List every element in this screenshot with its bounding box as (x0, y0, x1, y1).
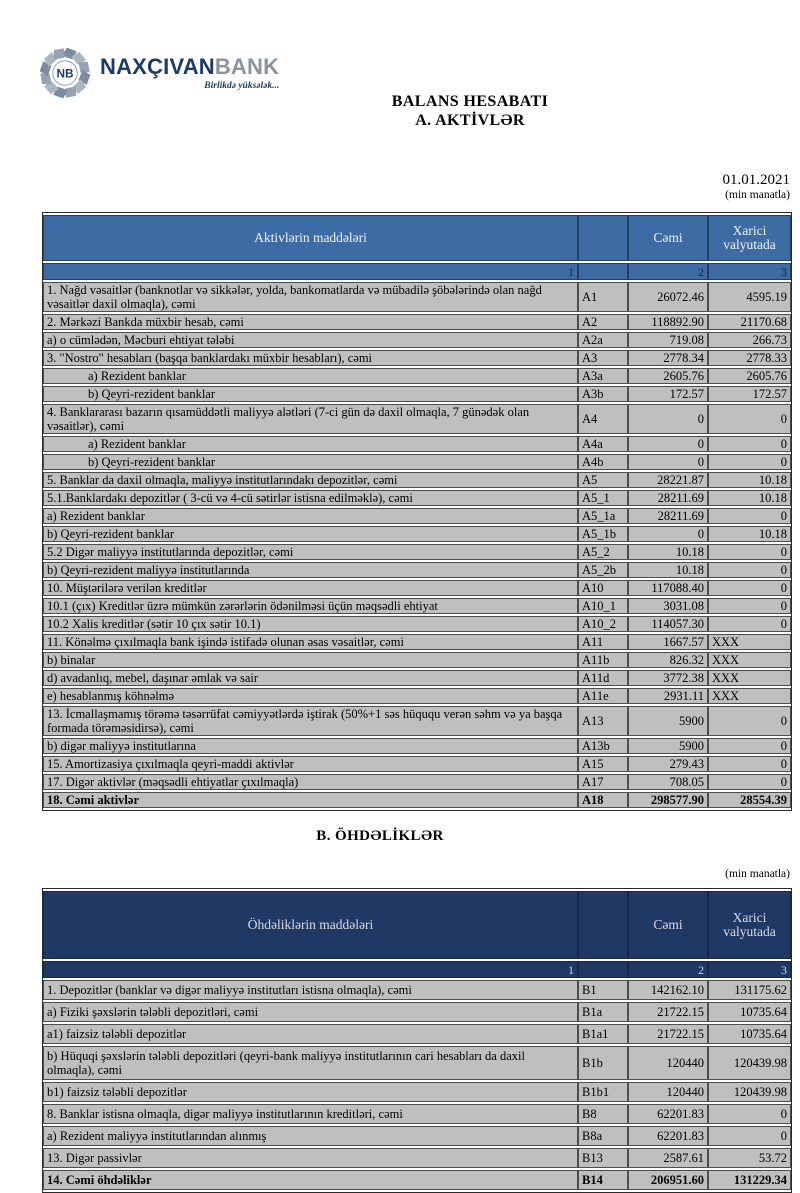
row-code: A5_1 (578, 490, 628, 506)
row-code: B1b (578, 1046, 628, 1080)
row-foreign: 21170.68 (708, 314, 791, 330)
table-row (43, 282, 791, 312)
row-label: 17. Digər aktivlər (məqsədli ehtiyatlar çıxılmaqla) (43, 774, 578, 790)
row-label: 18. Cəmi aktivlər (43, 792, 578, 808)
row-total: 118892.90 (628, 314, 708, 330)
row-total: 708.05 (628, 774, 708, 790)
row-code: A13 (578, 706, 628, 736)
row-foreign: 0 (708, 436, 791, 452)
table-row (43, 454, 791, 470)
table-row (43, 1126, 791, 1146)
row-foreign: 0 (708, 756, 791, 772)
unit-note-b: (min manatla) (725, 868, 790, 880)
row-label: a) o cümlədən, Məcburi ehtiyat tələbi (43, 332, 578, 348)
row-label: 13. Digər passivlər (43, 1148, 578, 1168)
table-row (43, 706, 791, 736)
row-foreign: 53.72 (708, 1148, 791, 1168)
row-total: 279.43 (628, 756, 708, 772)
row-foreign: 0 (708, 404, 791, 434)
row-foreign: 10735.64 (708, 1024, 791, 1044)
row-code: B1a (578, 1002, 628, 1022)
row-foreign: XXX (708, 688, 791, 704)
liabilities-code-header (578, 891, 628, 959)
row-code: B1a1 (578, 1024, 628, 1044)
document-title-block (140, 92, 800, 130)
table-row (43, 598, 791, 614)
row-label: a) Rezident banklar (43, 368, 578, 384)
table-row (43, 1104, 791, 1124)
table-row (43, 314, 791, 330)
row-code: A10_1 (578, 598, 628, 614)
logo-name-primary: NAXÇIVAN (100, 53, 215, 79)
row-total: 3031.08 (628, 598, 708, 614)
table-row (43, 1002, 791, 1022)
row-total: 28221.87 (628, 472, 708, 488)
row-label: 15. Amortizasiya çıxılmaqla qeyri-maddi aktivlər (43, 756, 578, 772)
row-total: 120440 (628, 1082, 708, 1102)
row-label: b) Qeyri-rezident banklar (43, 526, 578, 542)
row-foreign: 0 (708, 1126, 791, 1146)
row-code: A10_2 (578, 616, 628, 632)
row-label: b) Hüquqi şəxslərin tələbli depozitləri (qeyri-bank maliyyə institutlarının cari hesabları da daxil olmaqla), cəmi (43, 1046, 578, 1080)
table-row (43, 738, 791, 754)
row-code: A3a (578, 368, 628, 384)
row-total: 0 (628, 436, 708, 452)
row-foreign: 0 (708, 562, 791, 578)
row-total: 120440 (628, 1046, 708, 1080)
row-total: 298577.90 (628, 792, 708, 808)
table-row (43, 368, 791, 384)
table-row (43, 756, 791, 772)
row-label: 10. Müştərilərə verilən kreditlər (43, 580, 578, 596)
table-row (43, 1170, 791, 1190)
liabilities-items-header: Öhdəliklərin maddələri (43, 891, 578, 959)
assets-foreign-header: Xarici valyutada (708, 215, 791, 261)
row-code: A5_2b (578, 562, 628, 578)
assets-total-header: Cəmi (628, 215, 708, 261)
liabilities-foreign-header: Xarici valyutada (708, 891, 791, 959)
row-total: 26072.46 (628, 282, 708, 312)
table-row (43, 580, 791, 596)
row-label: 4. Banklararası bazarın qısamüddətli maliyyə alətləri (7-ci gün də daxil olmaqla, 7 günədək olan vəsaitlər), cəmi (43, 404, 578, 434)
row-code: A11e (578, 688, 628, 704)
row-foreign: 120439.98 (708, 1046, 791, 1080)
assets-table (42, 212, 792, 811)
row-total: 826.32 (628, 652, 708, 668)
row-total: 0 (628, 454, 708, 470)
row-label: a1) faizsiz tələbli depozitlər (43, 1024, 578, 1044)
row-label: 5. Banklar da daxil olmaqla, maliyyə institutlarındakı depozitlər, cəmi (43, 472, 578, 488)
table-row (43, 332, 791, 348)
row-code: A4a (578, 436, 628, 452)
row-code: A3b (578, 386, 628, 402)
row-label: 1. Nağd vəsaitlər (banknotlar və sikkələr, yolda, bankomatlarda və mübadilə şöbələrində olan nağd vəsaitlər daxil olmaqla), cəmi (43, 282, 578, 312)
row-total: 114057.30 (628, 616, 708, 632)
row-label: 14. Cəmi öhdəliklər (43, 1170, 578, 1190)
row-total: 28211.69 (628, 490, 708, 506)
row-label: d) avadanlıq, mebel, daşınar əmlak və sair (43, 670, 578, 686)
column-number (578, 263, 628, 280)
row-foreign: 10735.64 (708, 1002, 791, 1022)
section-b-title: B. ÖHDƏLİKLƏR (316, 828, 444, 844)
liabilities-total-header: Cəmi (628, 891, 708, 959)
liabilities-header-row (43, 891, 791, 959)
row-foreign: 131229.34 (708, 1170, 791, 1190)
row-foreign: 172.57 (708, 386, 791, 402)
row-code: A18 (578, 792, 628, 808)
table-row (43, 472, 791, 488)
row-foreign: 10.18 (708, 526, 791, 542)
table-row (43, 652, 791, 668)
table-row (43, 980, 791, 1000)
row-code: A11b (578, 652, 628, 668)
assets-header-row (43, 215, 791, 261)
table-row (43, 616, 791, 632)
row-label: a) Rezident banklar (43, 436, 578, 452)
row-total: 117088.40 (628, 580, 708, 596)
row-label: a) Rezident maliyyə institutlarından alınmış (43, 1126, 578, 1146)
row-label: 5.2 Digər maliyyə institutlarında depozitlər, cəmi (43, 544, 578, 560)
column-number: 1 (43, 263, 578, 280)
row-total: 142162.10 (628, 980, 708, 1000)
liabilities-table (42, 888, 792, 1193)
row-code: A10 (578, 580, 628, 596)
table-row (43, 774, 791, 790)
row-total: 62201.83 (628, 1126, 708, 1146)
row-label: b1) faizsiz tələbli depozitlər (43, 1082, 578, 1102)
row-total: 21722.15 (628, 1002, 708, 1022)
row-foreign: 0 (708, 1104, 791, 1124)
logo-name-secondary: BANK (214, 53, 280, 79)
column-number: 1 (43, 961, 578, 978)
row-code: A2a (578, 332, 628, 348)
row-code: A5_1a (578, 508, 628, 524)
row-code: A15 (578, 756, 628, 772)
row-code: A11d (578, 670, 628, 686)
logo-wordmark (100, 53, 280, 79)
row-foreign: 10.18 (708, 472, 791, 488)
row-code: A4b (578, 454, 628, 470)
row-foreign: XXX (708, 634, 791, 650)
row-label: b) Qeyri-rezident maliyyə institutlarında (43, 562, 578, 578)
row-label: 2. Mərkəzi Bankda müxbir hesab, cəmi (43, 314, 578, 330)
row-code: B1 (578, 980, 628, 1000)
row-code: A5 (578, 472, 628, 488)
row-foreign: 0 (708, 706, 791, 736)
row-label: b) digər maliyyə institutlarına (43, 738, 578, 754)
liabilities-column-number-row (43, 961, 791, 978)
table-row (43, 526, 791, 542)
row-foreign: 120439.98 (708, 1082, 791, 1102)
row-foreign: 0 (708, 774, 791, 790)
table-row (43, 350, 791, 366)
row-label: b) binalar (43, 652, 578, 668)
row-total: 206951.60 (628, 1170, 708, 1190)
section-a-title: A. AKTİVLƏR (415, 112, 525, 129)
row-code: A13b (578, 738, 628, 754)
row-label: b) Qeyri-rezident banklar (43, 454, 578, 470)
table-row (43, 1046, 791, 1080)
row-foreign: 2605.76 (708, 368, 791, 384)
row-foreign: 10.18 (708, 490, 791, 506)
row-label: 10.1 (çıx) Kreditlər üzrə mümkün zərərlərin ödənilməsi üçün məqsədli ehtiyat (43, 598, 578, 614)
report-date: 01.01.2021 (722, 172, 790, 188)
row-foreign: 0 (708, 454, 791, 470)
row-code: A4 (578, 404, 628, 434)
row-foreign: 0 (708, 580, 791, 596)
row-label: a) Fiziki şəxslərin tələbli depozitləri, cəmi (43, 1002, 578, 1022)
row-total: 719.08 (628, 332, 708, 348)
row-code: A3 (578, 350, 628, 366)
row-total: 5900 (628, 738, 708, 754)
document-title: BALANS HESABATI (391, 93, 549, 110)
assets-items-header: Aktivlərin maddələri (43, 215, 578, 261)
row-total: 172.57 (628, 386, 708, 402)
row-code: B1b1 (578, 1082, 628, 1102)
row-foreign: 0 (708, 738, 791, 754)
table-row (43, 490, 791, 506)
row-total: 28211.69 (628, 508, 708, 524)
row-total: 0 (628, 404, 708, 434)
table-row (43, 688, 791, 704)
row-label: 10.2 Xalis kreditlər (sətir 10 çıx sətir 10.1) (43, 616, 578, 632)
table-row (43, 670, 791, 686)
row-label: 13. İcmallaşmamış törəmə təsərrüfat cəmiyyətlərdə iştirak (50%+1 səs hüququ verən səhm və ya başqa formada törəməsidirsə), cəmi (43, 706, 578, 736)
row-label: b) Qeyri-rezident banklar (43, 386, 578, 402)
row-code: A2 (578, 314, 628, 330)
row-code: A5_2 (578, 544, 628, 560)
row-label: 5.1.Banklardakı depozitlər ( 3-cü və 4-cü sətirlər istisna edilməklə), cəmi (43, 490, 578, 506)
table-row (43, 562, 791, 578)
row-code: A1 (578, 282, 628, 312)
table-row (43, 404, 791, 434)
row-foreign: 0 (708, 508, 791, 524)
row-label: 8. Banklar istisna olmaqla, digər maliyyə institutlarının kreditləri, cəmi (43, 1104, 578, 1124)
row-total: 1667.57 (628, 634, 708, 650)
row-total: 5900 (628, 706, 708, 736)
assets-column-number-row (43, 263, 791, 280)
row-foreign: 2778.33 (708, 350, 791, 366)
column-number: 2 (628, 263, 708, 280)
row-total: 10.18 (628, 544, 708, 560)
row-total: 2605.76 (628, 368, 708, 384)
column-number: 3 (708, 961, 791, 978)
liabilities-table-container (42, 888, 792, 1193)
row-code: B14 (578, 1170, 628, 1190)
table-row (43, 1082, 791, 1102)
row-label: 11. Könəlmə çıxılmaqla bank işində istifadə olunan əsas vəsaitlər, cəmi (43, 634, 578, 650)
row-foreign: 28554.39 (708, 792, 791, 808)
row-total: 0 (628, 526, 708, 542)
row-total: 62201.83 (628, 1104, 708, 1124)
row-total: 3772.38 (628, 670, 708, 686)
row-foreign: 4595.19 (708, 282, 791, 312)
row-label: 3. "Nostro" hesabları (başqa banklardakı müxbir hesabları), cəmi (43, 350, 578, 366)
row-code: A5_1b (578, 526, 628, 542)
row-total: 10.18 (628, 562, 708, 578)
row-foreign: XXX (708, 652, 791, 668)
table-row (43, 634, 791, 650)
report-date-block (723, 172, 791, 202)
row-code: B8 (578, 1104, 628, 1124)
assets-code-header (578, 215, 628, 261)
row-total: 2587.61 (628, 1148, 708, 1168)
row-total: 21722.15 (628, 1024, 708, 1044)
row-foreign: 0 (708, 616, 791, 632)
table-row (43, 1024, 791, 1044)
row-total: 2778.34 (628, 350, 708, 366)
column-number (578, 961, 628, 978)
row-label: a) Rezident banklar (43, 508, 578, 524)
row-foreign: 131175.62 (708, 980, 791, 1000)
row-total: 2931.11 (628, 688, 708, 704)
unit-note-a: (min manatla) (725, 189, 790, 201)
row-foreign: 0 (708, 544, 791, 560)
logo-tagline: Birlikdə yüksələk... (204, 80, 280, 91)
table-row (43, 508, 791, 524)
row-foreign: 0 (708, 598, 791, 614)
table-row (43, 544, 791, 560)
row-code: B8a (578, 1126, 628, 1146)
row-foreign: 266.73 (708, 332, 791, 348)
row-code: B13 (578, 1148, 628, 1168)
column-number: 2 (628, 961, 708, 978)
table-row (43, 1148, 791, 1168)
row-label: e) hesablanmış köhnəlmə (43, 688, 578, 704)
logo-monogram: NB (56, 67, 74, 81)
naxcivanbank-emblem-icon (36, 44, 94, 102)
row-label: 1. Depozitlər (banklar və digər maliyyə institutları istisna olmaqla), cəmi (43, 980, 578, 1000)
row-foreign: XXX (708, 670, 791, 686)
row-code: A11 (578, 634, 628, 650)
column-number: 3 (708, 263, 791, 280)
table-row (43, 386, 791, 402)
table-row (43, 436, 791, 452)
table-row (43, 792, 791, 808)
row-code: A17 (578, 774, 628, 790)
assets-table-container (42, 212, 792, 811)
